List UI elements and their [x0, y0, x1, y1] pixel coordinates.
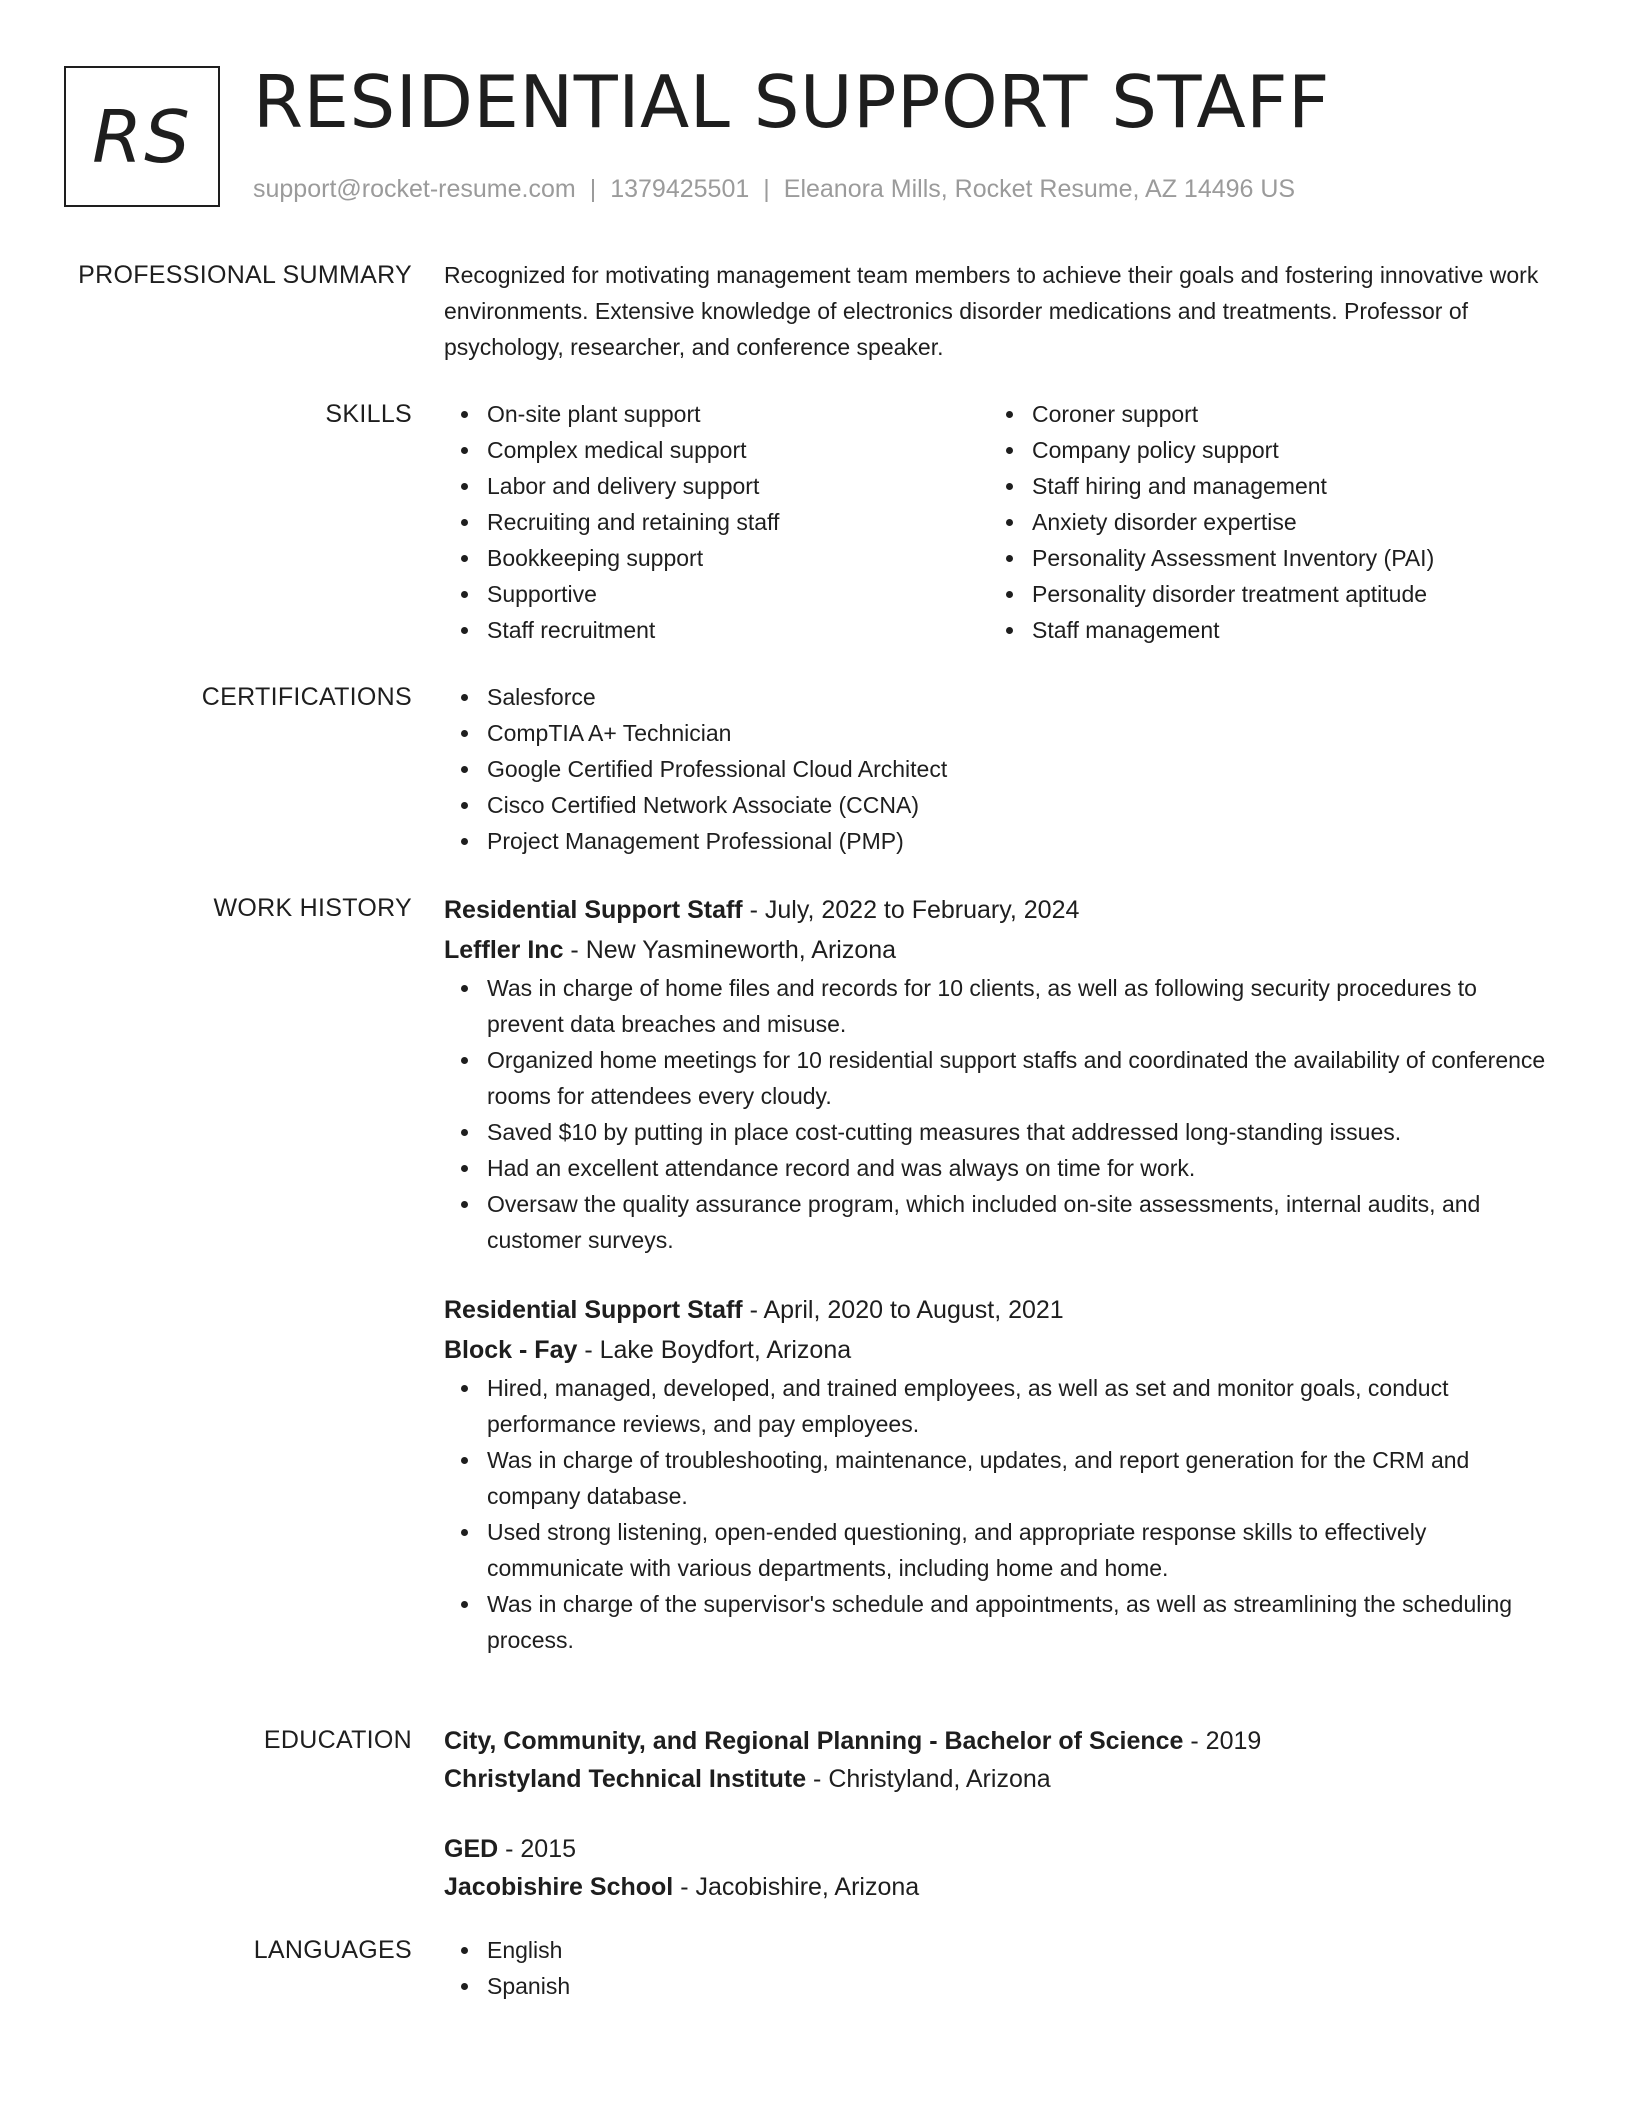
- languages-list: [444, 1932, 1554, 2004]
- contact-email: support@rocket-resume.com: [253, 175, 576, 203]
- list-item: Organized home meetings for 10 residential support staffs and coordinated the availability of conference rooms for attendees every cloudy.: [444, 1042, 1554, 1114]
- section-body-certifications: [444, 679, 1554, 859]
- list-item: Hired, managed, developed, and trained employees, as well as set and monitor goals, conduct performance reviews, and pay employees.: [444, 1370, 1554, 1442]
- list-item: Oversaw the quality assurance program, which included on-site assessments, internal audits, and customer surveys.: [444, 1186, 1554, 1258]
- list-item: English: [444, 1932, 1554, 1968]
- job-company-line: [444, 930, 1554, 970]
- job-title-line: [444, 890, 1554, 930]
- job-bullets: [444, 1370, 1554, 1658]
- list-item: Bookkeeping support: [444, 540, 989, 576]
- list-item: Spanish: [444, 1968, 1554, 2004]
- section-title-skills: SKILLS: [325, 400, 412, 428]
- resume-header: [0, 0, 1632, 240]
- job-role: Residential Support Staff: [444, 1296, 743, 1324]
- contact-phone: 1379425501: [610, 175, 750, 203]
- education-degree: GED: [444, 1835, 499, 1863]
- education-entry: [444, 1830, 1554, 1906]
- job-entry: [444, 890, 1554, 1258]
- list-item: Was in charge of troubleshooting, maintenance, updates, and report generation for the CRM and company database.: [444, 1442, 1554, 1514]
- skills-column-right: [989, 396, 1534, 648]
- skills-columns: [444, 396, 1554, 648]
- list-item: Anxiety disorder expertise: [989, 504, 1534, 540]
- summary-text: Recognized for motivating management team members to achieve their goals and fostering innovative work environments. Extensive knowledge of electronics disorder medications and treatments. Professor of psychology, researcher, and conference speaker.: [444, 262, 1539, 360]
- job-company: Block - Fay: [444, 1336, 578, 1364]
- list-item: Salesforce: [444, 679, 1554, 715]
- education-degree-line: [444, 1830, 1554, 1868]
- education-school-line: [444, 1868, 1554, 1906]
- education-entry: [444, 1722, 1554, 1798]
- monogram-badge: RS: [64, 66, 220, 207]
- list-item: Cisco Certified Network Associate (CCNA): [444, 787, 1554, 823]
- list-item: Staff management: [989, 612, 1534, 648]
- job-location: - Lake Boydfort, Arizona: [577, 1336, 852, 1364]
- skills-column-left: [444, 396, 989, 648]
- list-item: Complex medical support: [444, 432, 989, 468]
- job-entry: [444, 1290, 1554, 1658]
- list-item: Company policy support: [989, 432, 1534, 468]
- job-dates: - April, 2020 to August, 2021: [742, 1296, 1064, 1324]
- education-school: Christyland Technical Institute: [444, 1765, 807, 1793]
- page-title: RESIDENTIAL SUPPORT STAFF: [253, 60, 1330, 144]
- education-location: - Jacobishire, Arizona: [673, 1873, 920, 1901]
- list-item: Supportive: [444, 576, 989, 612]
- list-item: Google Certified Professional Cloud Architect: [444, 751, 1554, 787]
- section-title-summary: PROFESSIONAL SUMMARY: [78, 261, 412, 289]
- contact-line: [253, 172, 1295, 206]
- list-item: Personality disorder treatment aptitude: [989, 576, 1534, 612]
- list-item: On-site plant support: [444, 396, 989, 432]
- list-item: Labor and delivery support: [444, 468, 989, 504]
- certifications-list: [444, 679, 1554, 859]
- job-role: Residential Support Staff: [444, 896, 743, 924]
- list-item: Was in charge of home files and records for 10 clients, as well as following security procedures to prevent data breaches and misuse.: [444, 970, 1554, 1042]
- section-body-education: [444, 1722, 1554, 1906]
- list-item: Personality Assessment Inventory (PAI): [989, 540, 1534, 576]
- skills-list-right: [989, 396, 1534, 648]
- list-item: Used strong listening, open-ended questioning, and appropriate response skills to effectively communicate with various departments, including home and home.: [444, 1514, 1554, 1586]
- job-bullets: [444, 970, 1554, 1258]
- education-year: - 2019: [1183, 1727, 1262, 1755]
- list-item: Staff hiring and management: [989, 468, 1534, 504]
- job-company: Leffler Inc: [444, 936, 564, 964]
- list-item: Had an excellent attendance record and was always on time for work.: [444, 1150, 1554, 1186]
- contact-separator: |: [589, 175, 597, 203]
- skills-list-left: [444, 396, 989, 648]
- list-item: CompTIA A+ Technician: [444, 715, 1554, 751]
- section-title-languages: LANGUAGES: [253, 1936, 412, 1964]
- section-body-work-history: [444, 890, 1554, 1658]
- section-title-work-history: WORK HISTORY: [213, 894, 412, 922]
- education-degree-line: [444, 1722, 1554, 1760]
- section-title-education: EDUCATION: [263, 1726, 412, 1754]
- job-title-line: [444, 1290, 1554, 1330]
- section-body-languages: [444, 1932, 1554, 2004]
- contact-address: Eleanora Mills, Rocket Resume, AZ 14496 US: [783, 175, 1296, 203]
- education-school-line: [444, 1760, 1554, 1798]
- list-item: Was in charge of the supervisor's schedule and appointments, as well as streamlining the scheduling process.: [444, 1586, 1554, 1658]
- job-location: - New Yasmineworth, Arizona: [563, 936, 897, 964]
- section-title-certifications: CERTIFICATIONS: [201, 683, 412, 711]
- contact-separator: |: [763, 175, 770, 203]
- education-school: Jacobishire School: [444, 1873, 674, 1901]
- list-item: Staff recruitment: [444, 612, 989, 648]
- list-item: Coroner support: [989, 396, 1534, 432]
- list-item: Project Management Professional (PMP): [444, 823, 1554, 859]
- education-year: - 2015: [498, 1835, 577, 1863]
- job-company-line: [444, 1330, 1554, 1370]
- education-degree: City, Community, and Regional Planning - Bachelor of Science: [444, 1727, 1184, 1755]
- list-item: Saved $10 by putting in place cost-cutting measures that addressed long-standing issues.: [444, 1114, 1554, 1150]
- job-dates: - July, 2022 to February, 2024: [742, 896, 1080, 924]
- list-item: Recruiting and retaining staff: [444, 504, 989, 540]
- education-location: - Christyland, Arizona: [806, 1765, 1051, 1793]
- section-body-summary: [444, 257, 1554, 365]
